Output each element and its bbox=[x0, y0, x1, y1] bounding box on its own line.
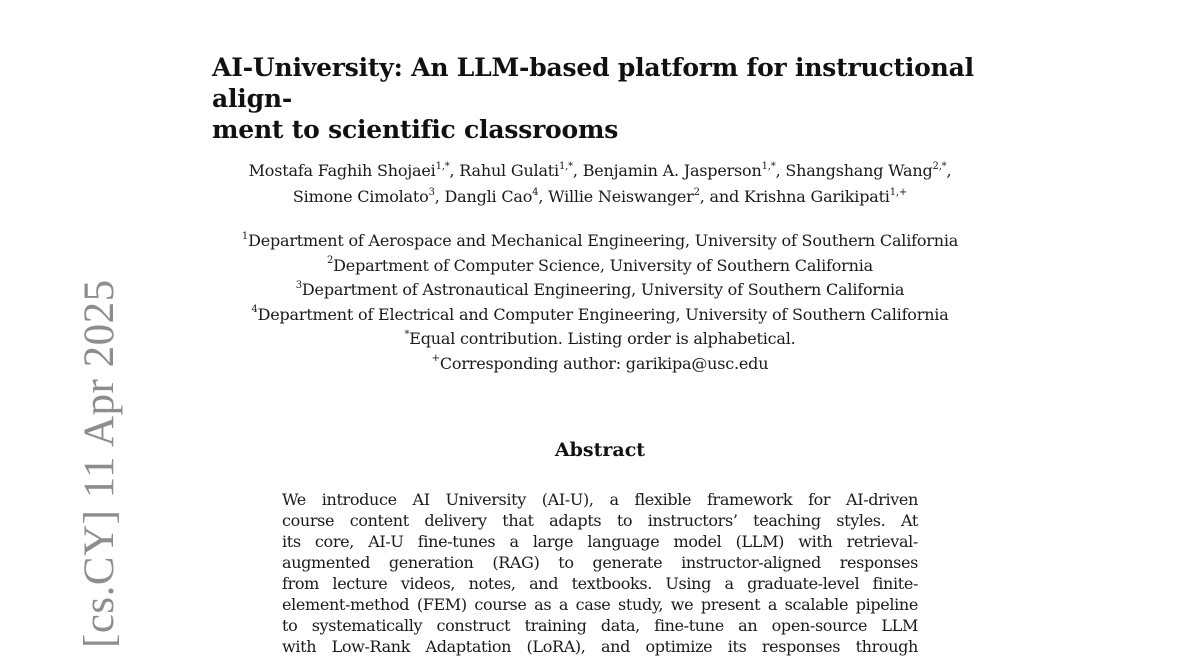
affiliation-text: Department of Electrical and Computer Engineering, University of Southern California bbox=[257, 304, 949, 324]
author-separator: , bbox=[572, 161, 583, 180]
abstract-line: from lecture videos, notes, and textbooks. Using a graduate-level finite- bbox=[282, 574, 918, 593]
author-name: Rahul Gulati bbox=[459, 161, 559, 180]
affiliation-mark: 2 bbox=[327, 255, 334, 267]
author-name: Simone Cimolato bbox=[292, 187, 429, 206]
author-affiliation-mark: 1,* bbox=[435, 160, 450, 172]
author-affiliation-mark: 4 bbox=[532, 186, 539, 198]
author-affiliation-mark: 2,* bbox=[932, 160, 947, 172]
abstract-line: augmented generation (RAG) to generate instructor-aligned responses bbox=[282, 553, 918, 572]
author-separator: , bbox=[434, 187, 445, 206]
affiliation-item bbox=[200, 254, 1000, 279]
abstract-line: with Low-Rank Adaptation (LoRA), and optimize its responses through bbox=[282, 637, 918, 656]
paper-title bbox=[212, 52, 1002, 145]
affiliation-text: Equal contribution. Listing order is alphabetical. bbox=[409, 329, 796, 348]
affiliation-text: Corresponding author: garikipa@usc.edu bbox=[439, 353, 769, 373]
author-affiliation-mark: 1,* bbox=[558, 160, 573, 172]
author-separator: , bbox=[538, 187, 549, 206]
abstract-line: We introduce AI University (AI-U), a flexible framework for AI-driven bbox=[282, 490, 918, 509]
abstract-body bbox=[282, 489, 918, 656]
abstract-line: course content delivery that adapts to instructors’ teaching styles. At bbox=[282, 511, 918, 530]
affiliation-mark: 4 bbox=[251, 304, 258, 316]
author-separator: , bbox=[775, 161, 786, 180]
arxiv-stamp-text: [cs.CY] 11 Apr 2025 bbox=[76, 279, 123, 648]
affiliation-item bbox=[200, 229, 1000, 254]
affiliation-text: Department of Computer Science, University of Southern California bbox=[333, 255, 873, 275]
author-name: Shangshang Wang bbox=[785, 161, 933, 180]
title-line-2: ment to scientific classrooms bbox=[212, 115, 619, 144]
arxiv-stamp bbox=[27, 279, 123, 648]
author-separator: , bbox=[449, 161, 460, 180]
author-name: Krishna Garikipati bbox=[743, 187, 890, 206]
author-line-1 bbox=[200, 158, 1000, 184]
affiliation-item bbox=[200, 278, 1000, 303]
title-line-1: AI-University: An LLM-based platform for instructional align- bbox=[212, 53, 974, 113]
author-affiliation-mark: 3 bbox=[428, 186, 435, 198]
affiliation-list bbox=[200, 229, 1000, 376]
corresponding-author-note bbox=[200, 352, 1000, 377]
affiliation-item bbox=[200, 303, 1000, 328]
author-name: Mostafa Faghih Shojaei bbox=[248, 161, 436, 180]
abstract-heading: Abstract bbox=[554, 439, 646, 461]
affiliation-mark: 1 bbox=[241, 230, 249, 242]
author-separator: , bbox=[946, 161, 952, 180]
author-list bbox=[200, 158, 1000, 210]
affiliation-mark: * bbox=[404, 328, 410, 340]
author-separator-and: , and bbox=[699, 187, 744, 206]
affiliation-text: Department of Astronautical Engineering, University of Southern California bbox=[301, 280, 905, 299]
author-name: Benjamin A. Jasperson bbox=[582, 161, 762, 180]
abstract-line: to systematically construct training data, fine-tune an open-source LLM bbox=[282, 616, 918, 635]
affiliation-text: Department of Aerospace and Mechanical Engineering, University of Southern California bbox=[248, 231, 959, 250]
abstract-line: its core, AI-U fine-tunes a large language model (LLM) with retrieval- bbox=[282, 532, 918, 551]
author-name: Dangli Cao bbox=[444, 187, 533, 206]
author-name: Willie Neiswanger bbox=[548, 187, 694, 206]
author-affiliation-mark: 1,* bbox=[761, 160, 776, 172]
author-affiliation-mark: 2 bbox=[693, 186, 700, 198]
equal-contribution-note bbox=[200, 327, 1000, 352]
affiliation-mark: + bbox=[431, 353, 440, 365]
author-affiliation-mark: 1,+ bbox=[889, 186, 908, 198]
author-line-2 bbox=[200, 184, 1000, 210]
affiliation-mark: 3 bbox=[295, 279, 302, 291]
abstract-line: element-method (FEM) course as a case study, we present a scalable pipeline bbox=[282, 595, 918, 614]
